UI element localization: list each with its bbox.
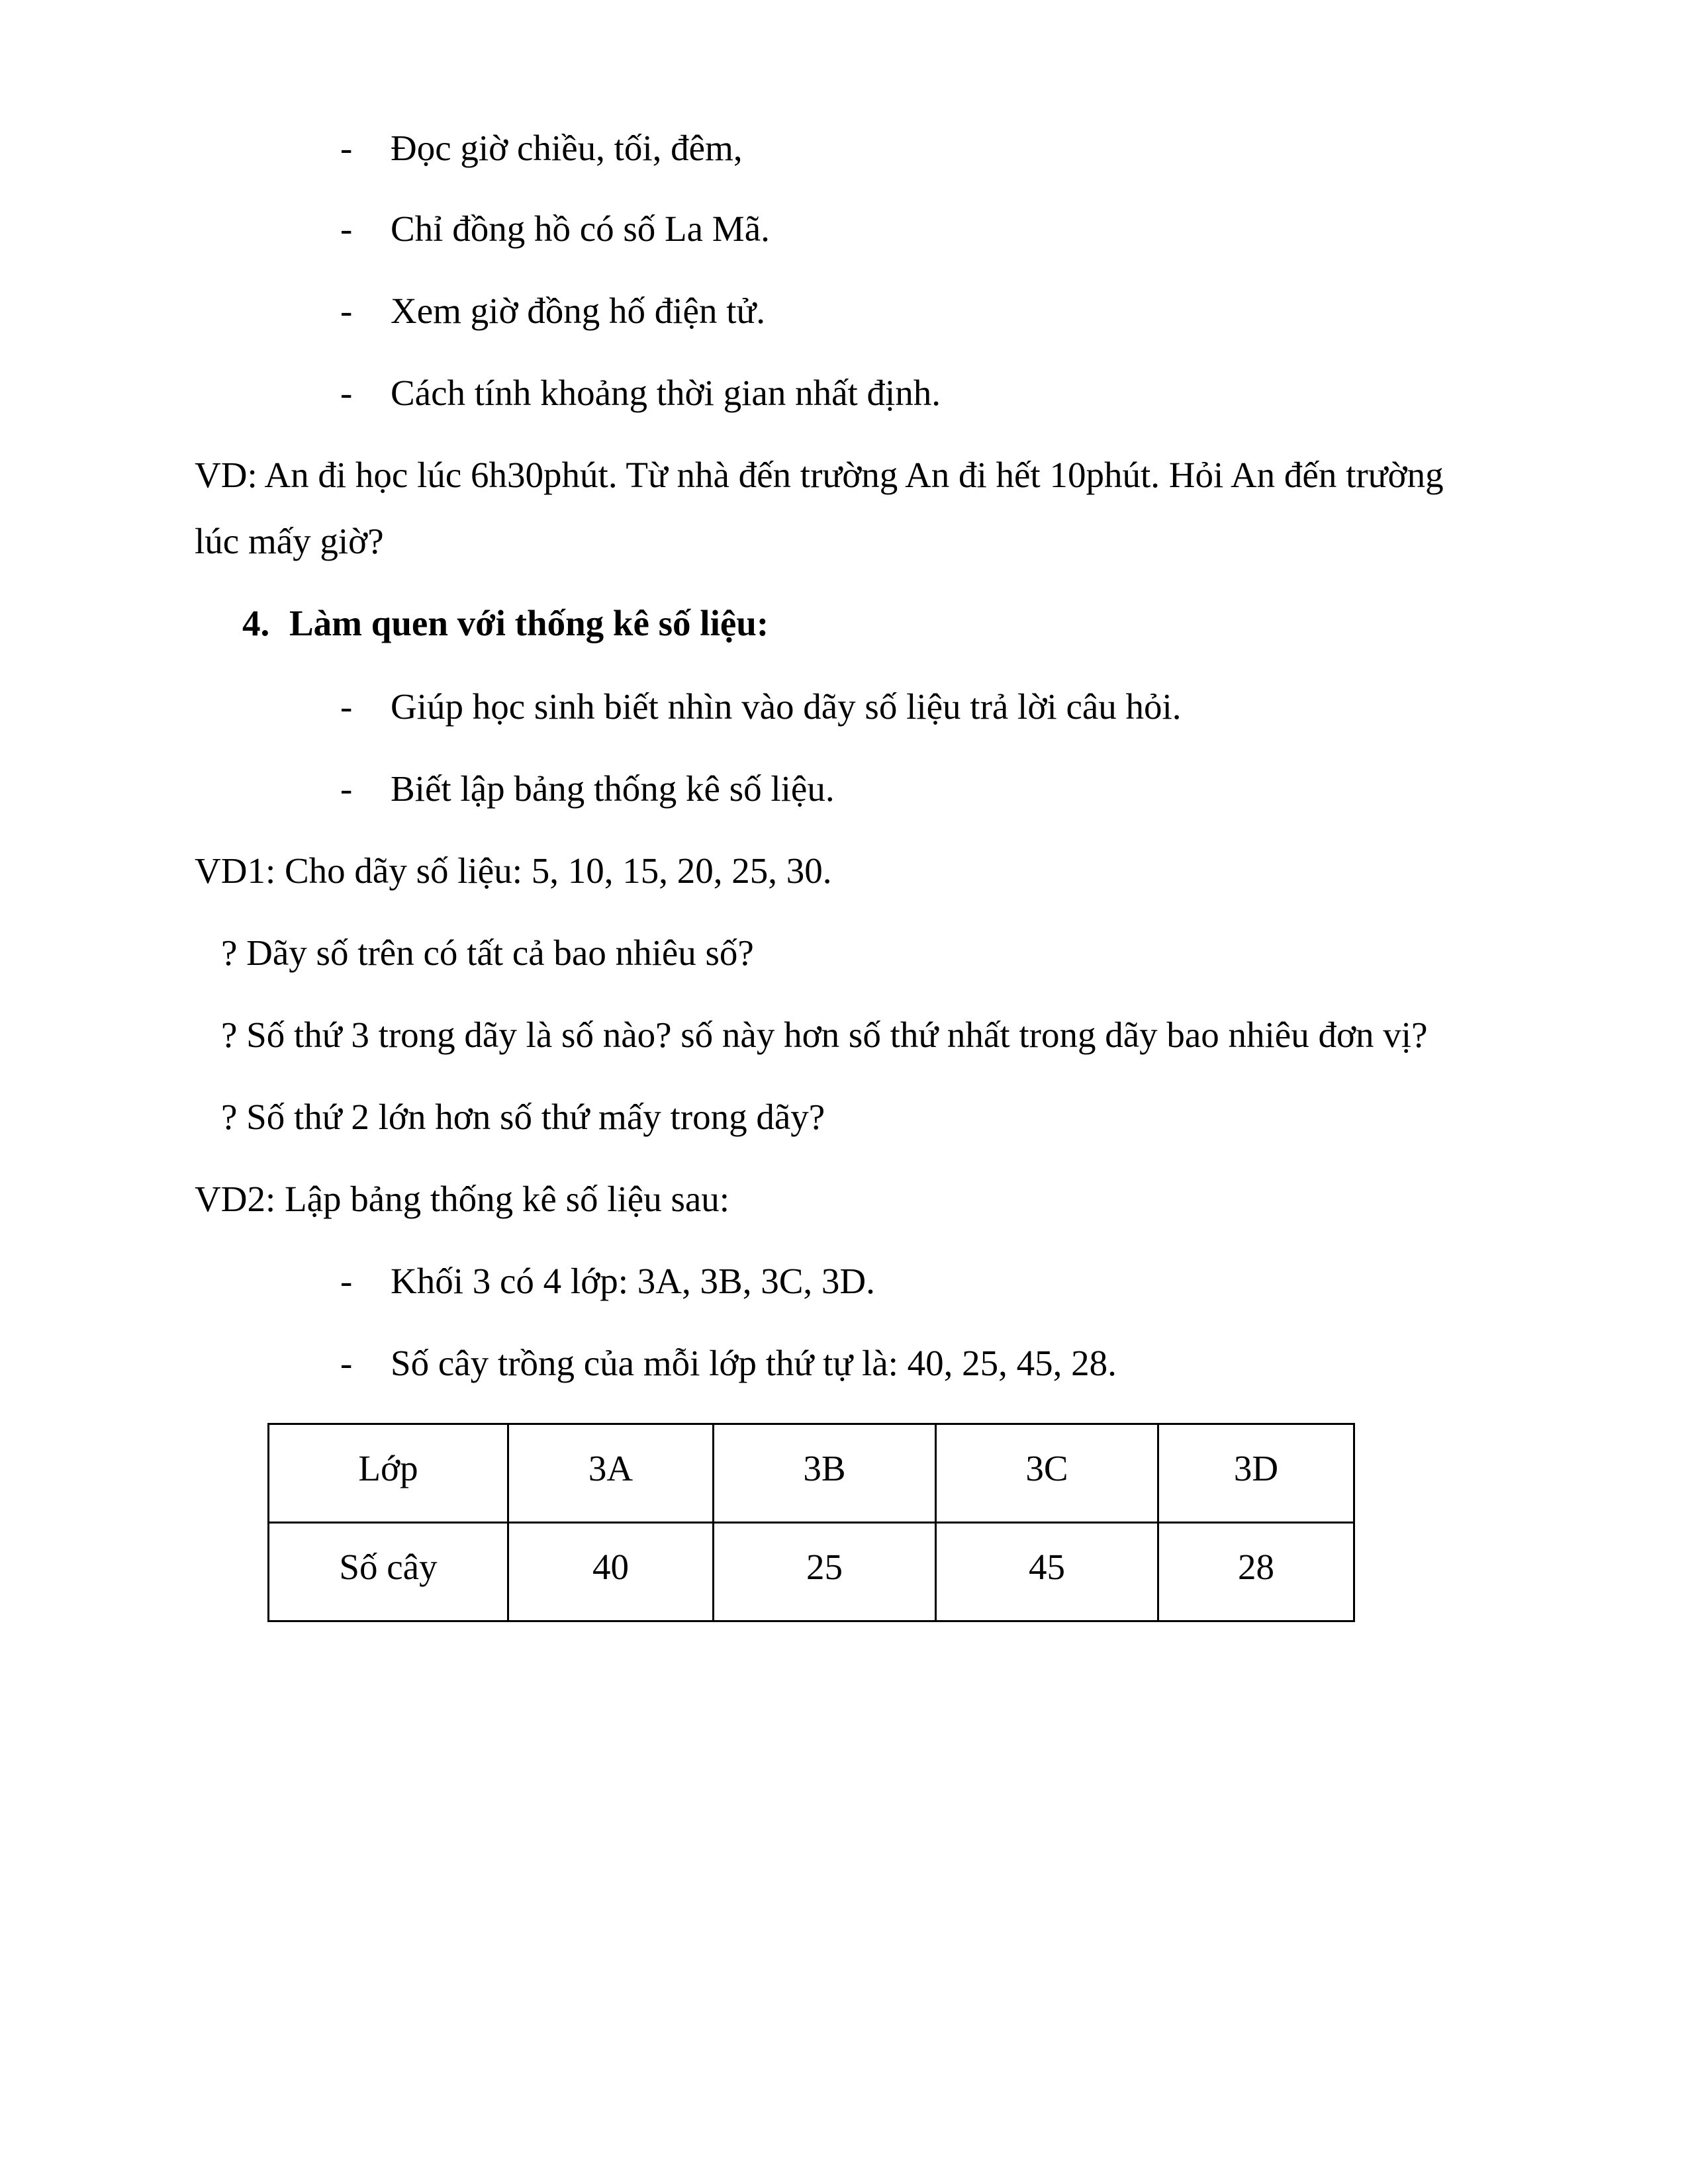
- cell-text: 45: [1029, 1546, 1065, 1587]
- bullet-item: [340, 768, 835, 809]
- cell-text: Lớp: [358, 1447, 418, 1488]
- bullet-text: Đọc giờ chiều, tối, đêm,: [391, 128, 743, 168]
- bullet-item: [340, 1261, 875, 1301]
- table-cell: [508, 1424, 714, 1523]
- table-cell: [269, 1424, 508, 1523]
- table-cell: [936, 1424, 1158, 1523]
- bullet-text: Biết lập bảng thống kê số liệu.: [391, 768, 835, 809]
- bullet-dash: -: [340, 1343, 353, 1383]
- bullet-text: Xem giờ đồng hố điện tử.: [391, 291, 766, 331]
- bullet-dash: -: [340, 686, 353, 727]
- bullet-dash: -: [340, 373, 353, 413]
- bullet-text: Khối 3 có 4 lớp: 3A, 3B, 3C, 3D.: [391, 1261, 875, 1301]
- bullet-item: [340, 291, 766, 331]
- vd1-question: ? Số thứ 3 trong dãy là số nào? số này hơn số thứ nhất trong dãy bao nhiêu đơn vị?: [221, 1015, 1428, 1055]
- cell-text: 40: [592, 1546, 629, 1587]
- cell-text: 3A: [588, 1447, 633, 1488]
- bullet-item: [340, 1343, 1117, 1383]
- bullet-text: Chỉ đồng hồ có số La Mã.: [391, 208, 770, 249]
- table-cell: [508, 1523, 714, 1621]
- bullet-dash: -: [340, 128, 353, 168]
- bullet-dash: -: [340, 208, 353, 249]
- bullet-text: Giúp học sinh biết nhìn vào dãy số liệu trả lời câu hỏi.: [391, 686, 1182, 727]
- example-line-2: lúc mấy giờ?: [195, 521, 384, 561]
- example-line-1: VD: An đi học lúc 6h30phút. Từ nhà đến trường An đi hết 10phút. Hỏi An đến trường: [195, 455, 1444, 495]
- statistics-table: [267, 1423, 1355, 1622]
- bullet-item: [340, 373, 941, 413]
- bullet-dash: -: [340, 1261, 353, 1301]
- cell-text: 3C: [1025, 1447, 1068, 1488]
- vd1-intro: VD1: Cho dãy số liệu: 5, 10, 15, 20, 25, 30.: [195, 850, 832, 891]
- bullet-item: [340, 128, 743, 168]
- bullet-dash: -: [340, 291, 353, 331]
- bullet-item: [340, 686, 1182, 727]
- bullet-text: Số cây trồng của mỗi lớp thứ tự là: 40, 25, 45, 28.: [391, 1343, 1117, 1383]
- cell-text: 28: [1238, 1546, 1274, 1587]
- vd1-question: ? Số thứ 2 lớn hơn số thứ mấy trong dãy?: [221, 1097, 825, 1137]
- table-cell: [269, 1523, 508, 1621]
- table-header-row: [269, 1424, 1354, 1523]
- bullet-item: [340, 208, 770, 249]
- table-cell: [1158, 1523, 1354, 1621]
- vd2-intro: VD2: Lập bảng thống kê số liệu sau:: [195, 1179, 730, 1219]
- cell-text: 3B: [803, 1447, 846, 1488]
- bullet-dash: -: [340, 768, 353, 809]
- section-number: 4.: [242, 603, 270, 643]
- table-cell: [1158, 1424, 1354, 1523]
- cell-text: Số cây: [339, 1546, 438, 1587]
- section-heading: [242, 605, 769, 641]
- table-cell: [936, 1523, 1158, 1621]
- cell-text: 3D: [1233, 1447, 1279, 1488]
- section-title: Làm quen với thống kê số liệu:: [289, 603, 769, 643]
- table-cell: [714, 1424, 936, 1523]
- cell-text: 25: [806, 1546, 843, 1587]
- table-row: [269, 1523, 1354, 1621]
- bullet-text: Cách tính khoảng thời gian nhất định.: [391, 373, 941, 413]
- vd1-question: ? Dãy số trên có tất cả bao nhiêu số?: [221, 933, 754, 973]
- table-cell: [714, 1523, 936, 1621]
